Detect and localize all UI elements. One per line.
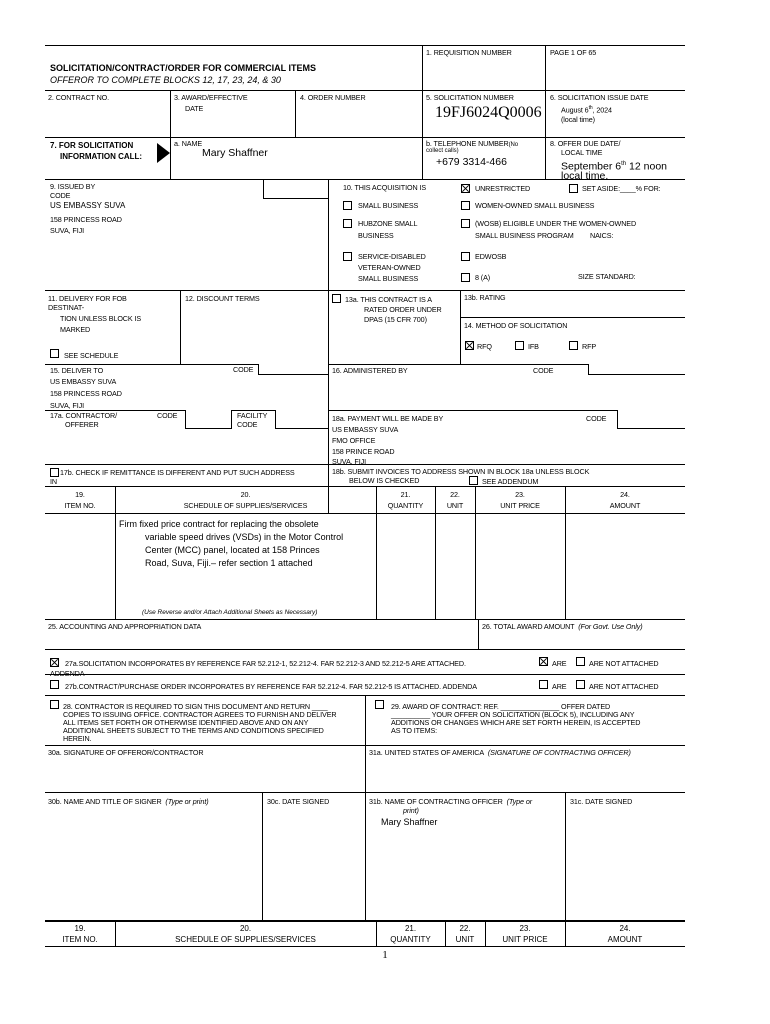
27b-are-not-checkbox[interactable] (576, 680, 585, 689)
block30c-label: 30c. DATE SIGNED (267, 797, 330, 806)
col21-header: QUANTITY (387, 501, 424, 510)
rule (328, 179, 329, 290)
27b-are-label: ARE (552, 682, 567, 691)
block26-label: 26. TOTAL AWARD AMOUNT (For Govt. Use Only) (482, 622, 643, 631)
co-signature-field[interactable] (366, 759, 684, 791)
offeror-date-field[interactable] (263, 809, 364, 919)
block12-label: 12. DISCOUNT TERMS (185, 294, 260, 303)
rule (45, 137, 685, 138)
page-number: 1 (382, 949, 388, 961)
footer-col24-header: AMOUNT (607, 935, 643, 944)
rule (170, 90, 171, 137)
col19-number: 19. (75, 490, 85, 499)
issued-by-line2: 158 PRINCESS ROAD (50, 215, 122, 224)
block18a-label: 18a. PAYMENT WILL BE MADE BY (332, 414, 444, 423)
block3-label: 3. AWARD/EFFECTIVE (174, 93, 248, 102)
block31c-label: 31c. DATE SIGNED (570, 797, 633, 806)
block28-line3: ALL ITEMS SET FORTH OR OTHERWISE IDENTIFIED ABOVE AND ON ANY (63, 718, 309, 727)
8a-label: 8 (A) (475, 273, 491, 282)
block31a-label: 31a. UNITED STATES OF AMERICA (SIGNATURE OF CONTRACTING OFFICER) (369, 748, 631, 757)
block31b-note2: print) (403, 806, 419, 815)
rule (45, 464, 685, 465)
27a-are-not-checkbox[interactable] (576, 657, 585, 666)
block4-label: 4. ORDER NUMBER (300, 93, 366, 102)
signer-name-field[interactable] (45, 809, 261, 919)
rule (45, 920, 685, 922)
rule (478, 619, 479, 649)
footer-col21-number: 21. (404, 924, 417, 933)
block17a-label2: OFFERER (65, 420, 99, 429)
block13a-label2: RATED ORDER UNDER (364, 305, 442, 314)
rule (45, 45, 685, 46)
27a-are-not-label: ARE NOT ATTACHED (589, 659, 659, 668)
issued-by-line1: US EMBASSY SUVA (50, 201, 126, 210)
issue-date-note: (local time) (561, 115, 595, 124)
offeror-signature-field[interactable] (45, 759, 365, 791)
block7a-label: a. NAME (174, 139, 203, 148)
rule (365, 792, 366, 920)
offer-due-date: September 6th 12 noon (561, 160, 668, 173)
schedule-line3: Center (MCC) panel, located at 158 Princes (145, 545, 320, 555)
wosb-eligible-checkbox[interactable] (461, 219, 470, 228)
block17b-label: 17b. CHECK IF REMITTANCE IS DIFFERENT AND PUT SUCH ADDRESS (60, 468, 295, 477)
block28-line4: ADDITIONAL SHEETS SUBJECT TO THE TERMS AND CONDITIONS SPECIFIED (63, 726, 324, 735)
block15-label: 15. DELIVER TO (50, 366, 104, 375)
info-contact-name: Mary Shaffner (202, 147, 268, 159)
rule (45, 486, 685, 487)
schedule-line4: Road, Suva, Fiji.– refer section 1 attached (145, 558, 313, 568)
set-aside-label: SET ASIDE:____% FOR: (582, 184, 661, 193)
payment-line4: SUVA, FIJI (332, 457, 367, 464)
block17b-label2: IN (50, 477, 57, 486)
deliver-to-line3: SUVA, FIJI (50, 401, 85, 410)
col24-header: AMOUNT (609, 501, 641, 510)
27a-are-label: ARE (552, 659, 567, 668)
see-addendum-label: SEE ADDENDUM (482, 477, 539, 486)
rule (295, 90, 296, 137)
offer-due-time: local time. (561, 170, 609, 182)
form-title: SOLICITATION/CONTRACT/ORDER FOR COMMERCIAL ITEMS (50, 63, 316, 73)
8a-checkbox[interactable] (461, 273, 470, 282)
rule (460, 290, 461, 364)
col19-header: ITEM NO. (64, 501, 96, 510)
block28-line5: HEREIN. (63, 734, 92, 743)
rule (422, 137, 423, 179)
col20-header: SCHEDULE OF SUPPLIES/SERVICES (183, 501, 308, 510)
rule (45, 619, 685, 620)
27b-are-checkbox[interactable] (539, 680, 548, 689)
col23-header: UNIT PRICE (500, 501, 540, 510)
block13b-label: 13b. RATING (464, 293, 506, 302)
co-date-field[interactable] (566, 809, 684, 919)
block30b-label: 30b. NAME AND TITLE OF SIGNER (Type or print) (48, 797, 209, 806)
footer-col19-number: 19. (74, 924, 86, 933)
col21-number: 21. (400, 490, 411, 499)
block25-label: 25. ACCOUNTING AND APPROPRIATION DATA (48, 622, 202, 631)
col20-number: 20. (240, 490, 251, 499)
block9-code-field[interactable] (263, 180, 328, 199)
see-schedule-checkbox[interactable] (50, 349, 59, 358)
info-contact-phone: +679 3314-466 (436, 156, 507, 168)
naics-label: NAICS: (590, 231, 614, 240)
payment-line2: FMO OFFICE (332, 436, 376, 445)
block2-label: 2. CONTRACT NO. (48, 93, 110, 102)
block27b-label: 27b.CONTRACT/PURCHASE ORDER INCORPORATES BY REFERENCE FAR 52.212-4. FAR 52.212-5 IS ATTACHED. ADDENDA (65, 682, 477, 691)
rule (45, 674, 685, 675)
facility-label1: FACILITY (237, 411, 268, 420)
block8-label: 8. OFFER DUE DATE/ (550, 139, 621, 148)
block13a-label3: DPAS (15 CFR 700) (364, 315, 427, 324)
block18b-label2: BELOW IS CHECKED (349, 476, 420, 485)
block17a-code-field[interactable] (185, 410, 232, 429)
sf1449-form (45, 45, 685, 961)
block29-line4: AS TO ITEMS: (391, 726, 438, 735)
payment-line1: US EMBASSY SUVA (332, 425, 399, 434)
29-checkbox[interactable] (375, 700, 384, 709)
hubzone-label: HUBZONE SMALL (358, 219, 418, 228)
arrow-right-icon (155, 142, 171, 164)
rule (45, 290, 685, 291)
rule (45, 513, 685, 514)
sdvosb-label1: SERVICE-DISABLED (358, 252, 426, 261)
footer-col20-number: 20. (239, 924, 252, 933)
block7b-label: b. TELEPHONE NUMBER(No (426, 139, 519, 148)
block11-label2: DESTINAT- (48, 303, 85, 312)
reverse-note: (Use Reverse and/or Attach Additional Sheets as Necessary) (142, 609, 318, 616)
block29-line3: ADDITIONS OR CHANGES WHICH ARE SET FORTH HEREIN, IS ACCEPTED (391, 718, 641, 727)
size-standard-label: SIZE STANDARD: (578, 272, 636, 281)
block18b-label: 18b. SUBMIT INVOICES TO ADDRESS SHOWN IN BLOCK 18a UNLESS BLOCK (332, 467, 590, 476)
form-subtitle: OFFEROR TO COMPLETE BLOCKS 12, 17, 23, 24, & 30 (50, 75, 281, 85)
block18a-code-field[interactable] (617, 410, 685, 429)
block17a-code-label: CODE (157, 411, 178, 420)
unrestricted-label: UNRESTRICTED (475, 184, 531, 193)
col22-header: UNIT (446, 501, 464, 510)
rule (545, 45, 546, 179)
rule (45, 90, 685, 91)
block9-code-label: CODE (50, 191, 71, 200)
block10-label: 10. THIS ACQUISITION IS (343, 183, 427, 192)
hubzone-checkbox[interactable] (343, 219, 352, 228)
block8-label2: LOCAL TIME (561, 148, 603, 157)
footer-col22-number: 22. (459, 924, 471, 933)
block15-code-field[interactable] (258, 364, 328, 375)
block27a-label2: ADDENDA (50, 669, 85, 678)
rule (328, 364, 329, 486)
block1-label: 1. REQUISITION NUMBER (426, 48, 512, 57)
footer-col19-header: ITEM NO. (62, 935, 98, 944)
block3-label2: DATE (185, 104, 204, 113)
block18a-code-label: CODE (586, 414, 607, 423)
rfp-label: RFP (582, 342, 597, 351)
footer-col23-header: UNIT PRICE (502, 935, 548, 944)
block15-code-label: CODE (233, 365, 254, 374)
block16-label: 16. ADMINISTERED BY (332, 366, 408, 375)
footer-col20-header: SCHEDULE OF SUPPLIES/SERVICES (175, 935, 316, 944)
block7b-note: collect calls) (426, 148, 459, 154)
hubzone-label2: BUSINESS (358, 231, 394, 240)
footer-col23-number: 23. (519, 924, 531, 933)
block16-code-field[interactable] (588, 364, 685, 375)
small-business-label: SMALL BUSINESS (358, 201, 419, 210)
deliver-to-line1: US EMBASSY SUVA (50, 377, 117, 386)
27a-are-checkbox[interactable] (539, 657, 548, 666)
block14-label: 14. METHOD OF SOLICITATION (464, 321, 568, 330)
schedule-line1: Firm fixed price contract for replacing the obsolete (119, 519, 319, 529)
block11-label4: MARKED (60, 325, 91, 334)
wosb-program-label: SMALL BUSINESS PROGRAM (475, 231, 574, 240)
27a-checkbox[interactable] (50, 658, 59, 667)
edwosb-checkbox[interactable] (461, 252, 470, 261)
deliver-to-line2: 158 PRINCESS ROAD (50, 389, 122, 398)
facility-label2: CODE (237, 420, 258, 429)
rfq-checkbox[interactable] (465, 341, 474, 350)
block7-label2: INFORMATION CALL: (60, 152, 143, 161)
rule (180, 290, 181, 364)
sdvosb-label2: VETERAN-OWNED (358, 263, 421, 272)
ifb-label: IFB (528, 342, 539, 351)
rule (422, 45, 423, 137)
footer-col21-header: QUANTITY (390, 935, 431, 944)
rule (460, 317, 685, 318)
block31b-label: 31b. NAME OF CONTRACTING OFFICER (Type or (369, 797, 533, 806)
block28-line2: COPIES TO ISSUING OFFICE. CONTRACTOR AGREES TO FURNISH AND DELIVER (63, 710, 337, 719)
wosb-checkbox[interactable] (461, 201, 470, 210)
28-checkbox[interactable] (50, 700, 59, 709)
wosb-label: WOMEN-OWNED SMALL BUSINESS (475, 201, 595, 210)
schedule-line2: variable speed drives (VSDs) in the Motor Control (145, 532, 344, 542)
rfq-label: RFQ (477, 342, 492, 351)
block29-line2: __________ YOUR OFFER ON SOLICITATION (BLOCK 5), INCLUDING ANY (391, 710, 635, 719)
27b-checkbox[interactable] (50, 680, 59, 689)
small-business-checkbox[interactable] (343, 201, 352, 210)
sdvosb-checkbox[interactable] (343, 252, 352, 261)
remittance-checkbox[interactable] (50, 468, 59, 477)
rule (45, 649, 685, 650)
sdvosb-label3: SMALL BUSINESS (358, 274, 419, 283)
rule (45, 410, 685, 411)
ifb-checkbox[interactable] (515, 341, 524, 350)
see-schedule-label: SEE SCHEDULE (64, 351, 119, 360)
block6-label: 6. SOLICITATION ISSUE DATE (550, 93, 649, 102)
rule (328, 290, 329, 364)
payment-line3: 158 PRINCE ROAD (332, 447, 395, 456)
block7-label: 7. FOR SOLICITATION (50, 141, 134, 150)
block30a-label: 30a. SIGNATURE OF OFFEROR/CONTRACTOR (48, 748, 204, 757)
rule (45, 946, 685, 947)
block29-line1: 29. AWARD OF CONTRACT: REF. _______________ OFFER DATED (391, 702, 611, 711)
solicitation-number: 19FJ6024Q0006 (435, 104, 542, 121)
facility-code-field[interactable] (275, 410, 328, 429)
wosb-eligible-label: (WOSB) ELIGIBLE UNDER THE WOMEN-OWNED (475, 219, 637, 228)
block11-label1: 11. DELIVERY FOR FOB (48, 294, 127, 303)
27b-are-not-label: ARE NOT ATTACHED (589, 682, 659, 691)
block9-label: 9. ISSUED BY (50, 182, 96, 191)
page-indicator: PAGE 1 OF 65 (550, 48, 597, 57)
footer-col22-header: UNIT (455, 935, 475, 944)
dpas-checkbox[interactable] (332, 294, 341, 303)
edwosb-label: EDWOSB (475, 252, 507, 261)
footer-col24-number: 24. (619, 924, 631, 933)
block13a-label1: 13a. THIS CONTRACT IS A (345, 295, 432, 304)
contracting-officer-name: Mary Shaffner (381, 817, 438, 827)
issue-date: August 6th, 2024 (561, 105, 612, 115)
block5-label: 5. SOLICITATION NUMBER (426, 93, 514, 102)
set-aside-checkbox[interactable] (569, 184, 578, 193)
col22-number: 22. (450, 490, 460, 499)
unrestricted-checkbox[interactable] (461, 184, 470, 193)
block16-code-label: CODE (533, 366, 554, 375)
block11-label3: TION UNLESS BLOCK IS (60, 314, 142, 323)
rfp-checkbox[interactable] (569, 341, 578, 350)
block17a-label1: 17a. CONTRACTOR/ (50, 411, 117, 420)
block28-line1: 28. CONTRACTOR IS REQUIRED TO SIGN THIS DOCUMENT AND RETURN ____ (63, 702, 328, 711)
see-addendum-checkbox[interactable] (469, 476, 478, 485)
col24-number: 24. (620, 490, 630, 499)
issued-by-line3: SUVA, FIJI (50, 226, 85, 235)
block27a-label: 27a.SOLICITATION INCORPORATES BY REFERENCE FAR 52.212-1, 52.212-4. FAR 52.212-3 AND 52.212-5 ARE ATTACHED. (65, 659, 466, 668)
col23-number: 23. (515, 490, 525, 499)
